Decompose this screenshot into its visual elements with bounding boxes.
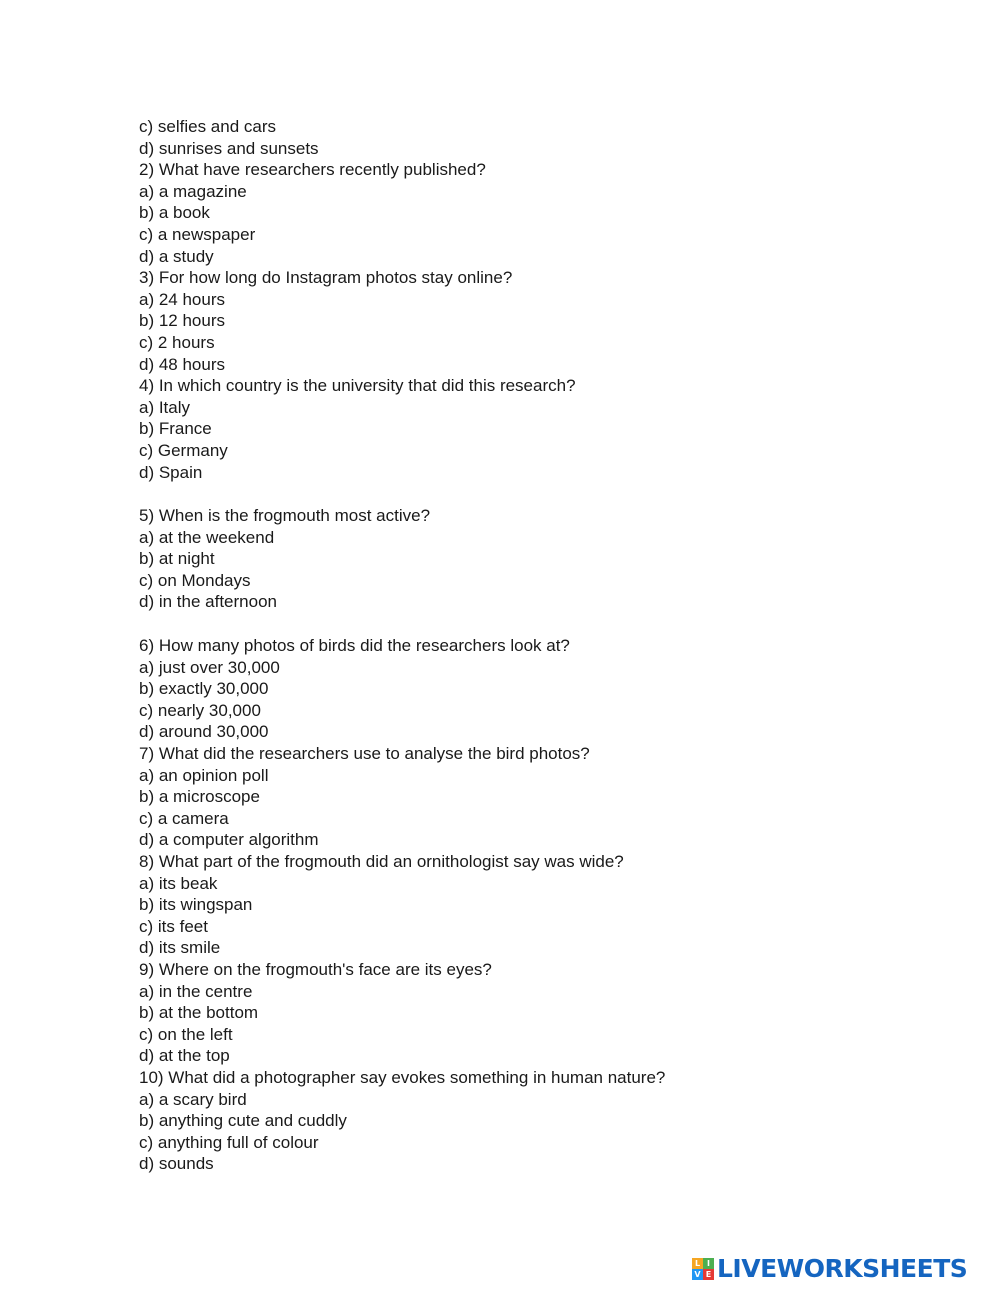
answer-option: b) its wingspan <box>139 895 253 915</box>
logo-mark-l: L <box>692 1258 703 1269</box>
answer-option: c) its feet <box>139 916 208 936</box>
liveworksheets-logo <box>692 1254 967 1284</box>
answer-option: a) just over 30,000 <box>139 657 280 677</box>
answer-option: d) a computer algorithm <box>139 830 319 850</box>
answer-option: c) a newspaper <box>139 224 256 244</box>
answer-option: c) on Mondays <box>139 570 251 590</box>
question-text: 6) How many photos of birds did the researchers look at? <box>139 636 570 656</box>
question-text: 3) For how long do Instagram photos stay online? <box>139 268 513 288</box>
answer-option: b) 12 hours <box>139 311 225 331</box>
blank-line <box>139 483 859 505</box>
question-text: 7) What did the researchers use to analyse the bird photos? <box>139 744 590 764</box>
answer-option: a) 24 hours <box>139 289 225 309</box>
answer-option: d) its smile <box>139 938 221 958</box>
answer-option: d) sunrises and sunsets <box>139 138 319 158</box>
question-text: 8) What part of the frogmouth did an ornithologist say was wide? <box>139 852 624 871</box>
answer-option: a) a scary bird <box>139 1089 247 1109</box>
liveworksheets-logo-mark <box>692 1258 714 1280</box>
answer-option: d) a study <box>139 246 214 266</box>
answer-option: c) on the left <box>139 1024 233 1044</box>
answer-option: b) exactly 30,000 <box>139 679 269 699</box>
answer-option: c) 2 hours <box>139 332 215 352</box>
answer-option: b) at the bottom <box>139 1003 259 1023</box>
answer-option: b) at night <box>139 549 215 569</box>
answer-option: a) a magazine <box>139 181 247 201</box>
answer-option: c) a camera <box>139 808 229 828</box>
logo-mark-v: V <box>692 1269 703 1280</box>
answer-option: d) around 30,000 <box>139 722 269 742</box>
logo-mark-i: I <box>703 1258 714 1269</box>
answer-option: b) France <box>139 419 212 439</box>
answer-option: d) 48 hours <box>139 354 225 374</box>
question-text: 5) When is the frogmouth most active? <box>139 506 431 526</box>
answer-option: b) anything cute and cuddly <box>139 1111 347 1131</box>
answer-option: d) in the afternoon <box>139 592 277 612</box>
question-text: 9) Where on the frogmouth's face are its eyes? <box>139 959 492 979</box>
answer-option: c) anything full of colour <box>139 1132 319 1152</box>
answer-option: a) at the weekend <box>139 527 275 547</box>
blank-line <box>139 613 859 635</box>
answer-option: c) Germany <box>139 440 228 460</box>
answer-option: b) a book <box>139 203 210 223</box>
question-text: 4) In which country is the university that did this research? <box>139 376 576 396</box>
answer-option: d) sounds <box>139 1154 214 1174</box>
answer-option: d) Spain <box>139 462 203 482</box>
logo-mark-e: E <box>703 1269 714 1280</box>
answer-option: a) in the centre <box>139 981 253 1001</box>
answer-option: a) Italy <box>139 397 191 417</box>
question-text: 10) What did a photographer say evokes something in human nature? <box>139 1067 666 1087</box>
worksheet-content <box>139 116 859 1175</box>
answer-option: c) selfies and cars <box>139 117 276 136</box>
answer-option: a) an opinion poll <box>139 765 269 785</box>
answer-option: b) a microscope <box>139 787 260 807</box>
question-text: 2) What have researchers recently published? <box>139 160 486 180</box>
answer-option: a) its beak <box>139 873 218 893</box>
answer-option: c) nearly 30,000 <box>139 700 261 720</box>
answer-option: d) at the top <box>139 1046 230 1066</box>
liveworksheets-logo-text: LIVEWORKSHEETS <box>717 1254 968 1283</box>
